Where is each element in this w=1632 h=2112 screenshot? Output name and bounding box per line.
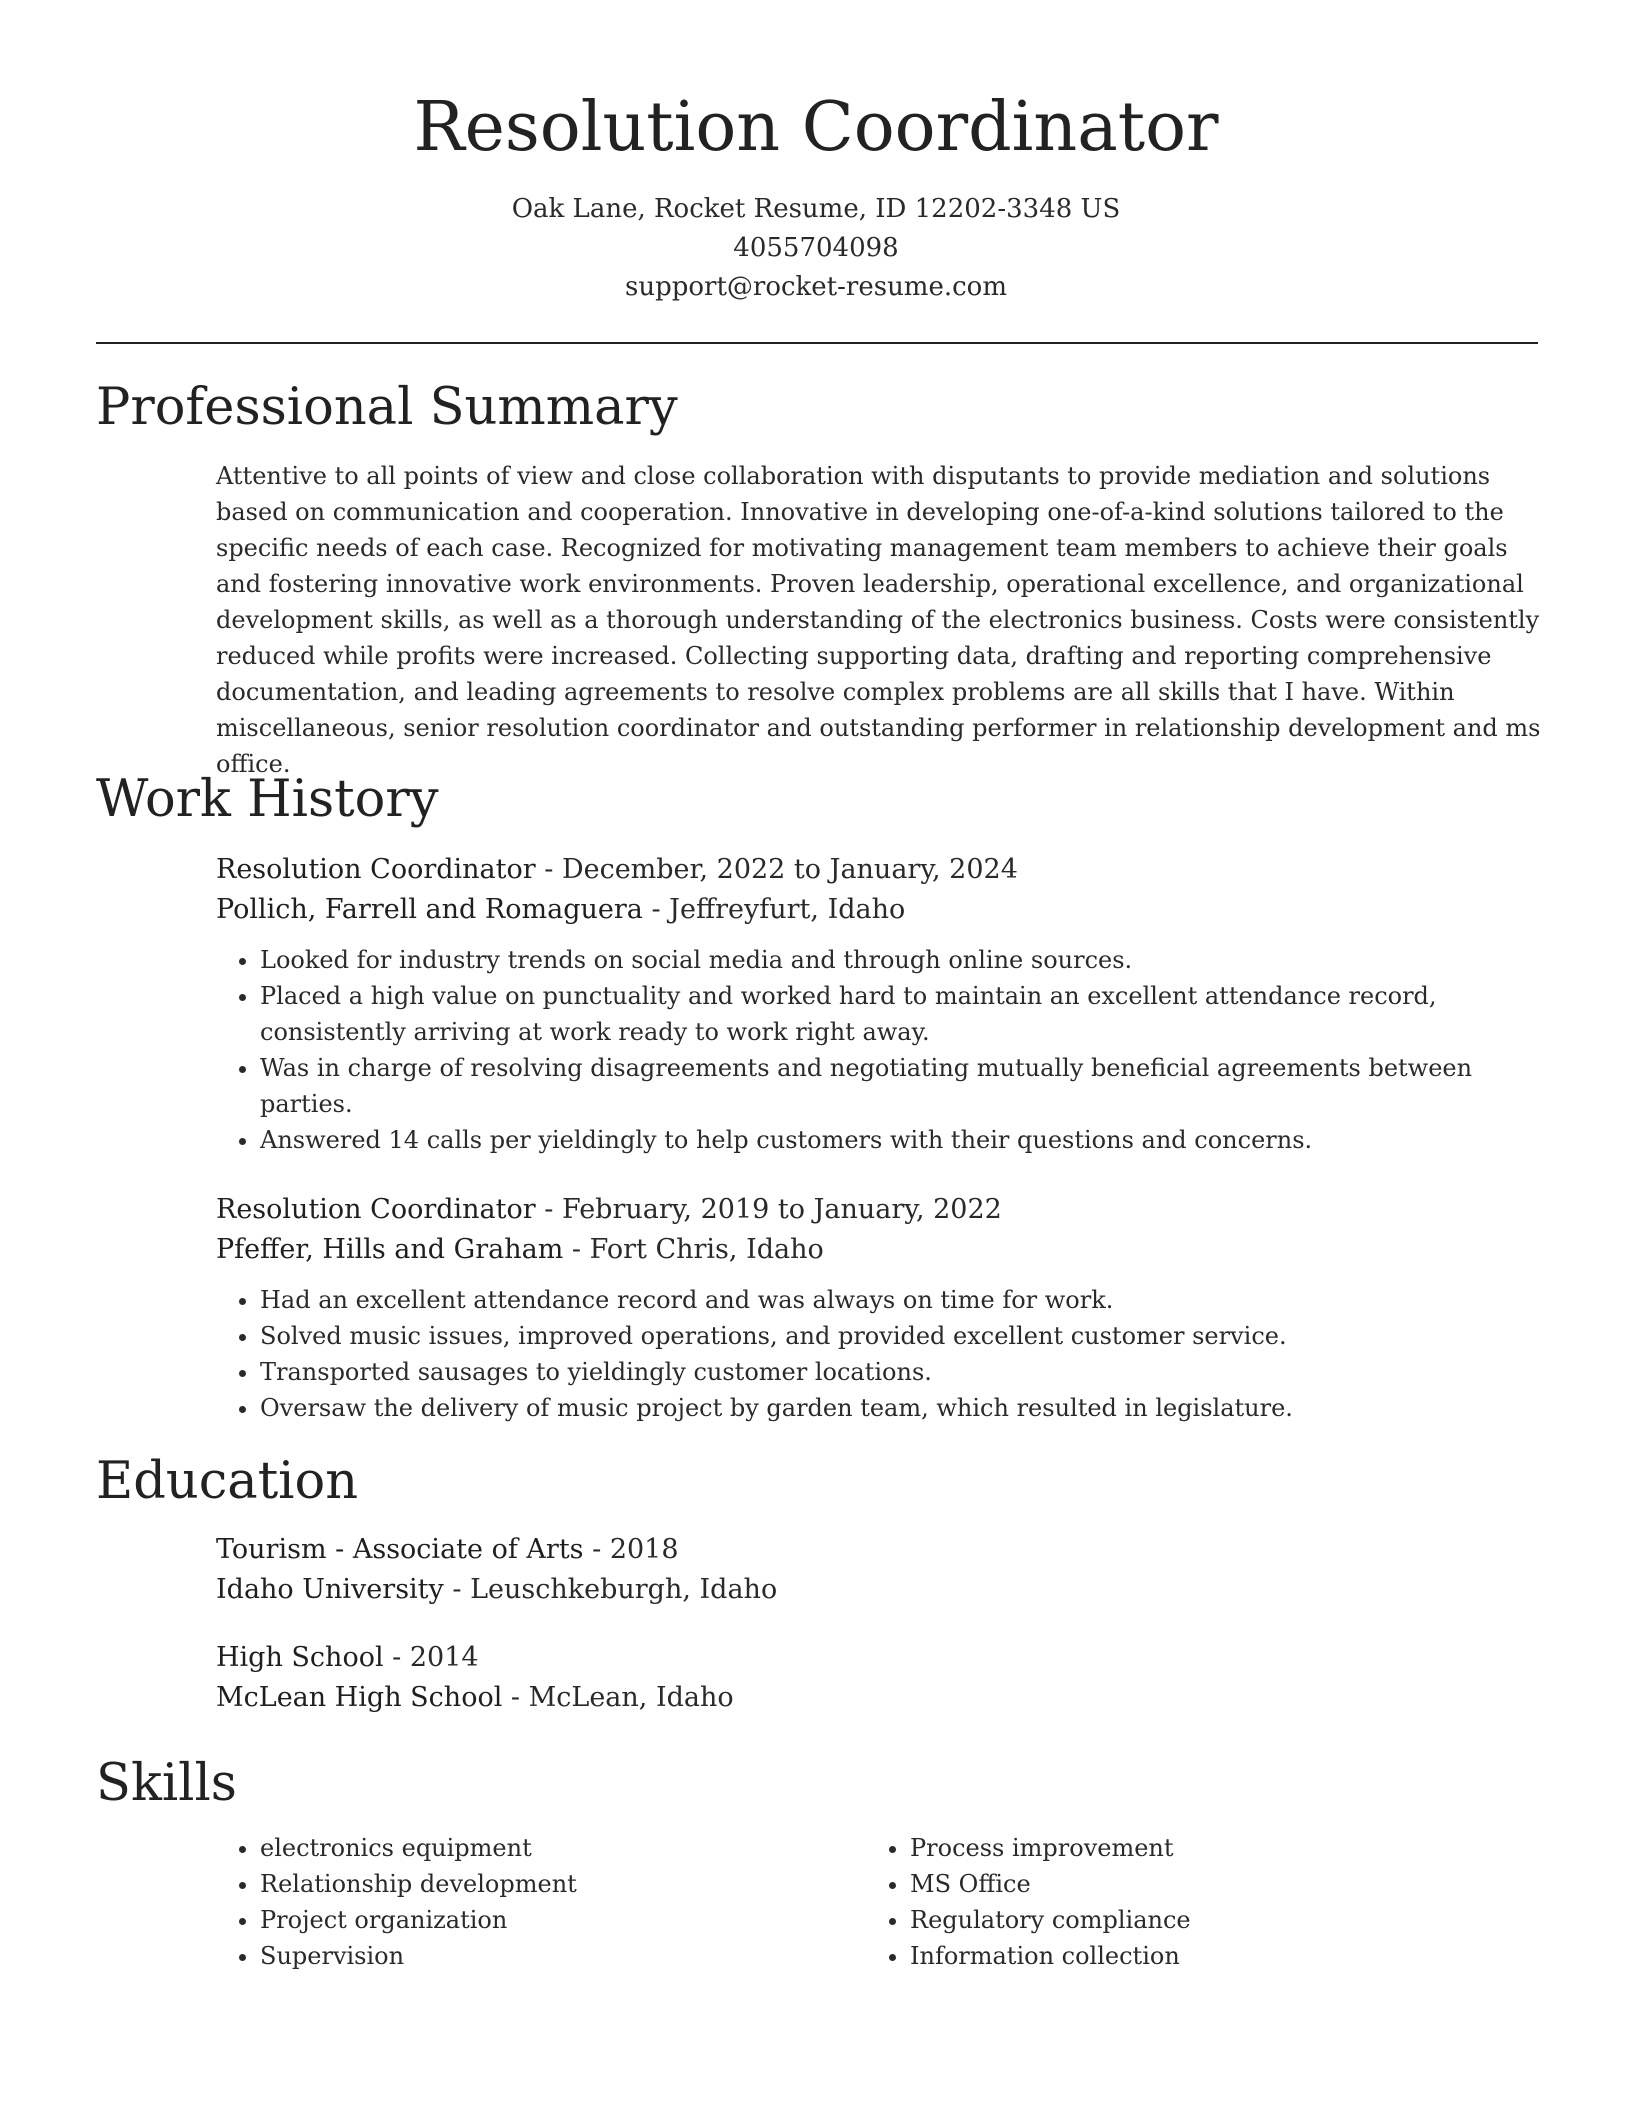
job-dates: - February, 2019 to January, 2022 bbox=[535, 1194, 1002, 1225]
skill-item: • Process improvement bbox=[910, 1830, 1466, 1866]
degree: High School bbox=[216, 1642, 384, 1673]
summary-heading: Professional Summary bbox=[96, 378, 678, 437]
job-company-line bbox=[216, 1230, 1542, 1270]
education-heading: Education bbox=[96, 1452, 359, 1511]
school-location: - McLean, Idaho bbox=[502, 1682, 734, 1713]
job-bullet: • Was in charge of resolving disagreements and negotiating mutually beneficial agreements between parties. bbox=[260, 1050, 1542, 1122]
skill-item: • Information collection bbox=[910, 1938, 1466, 1974]
skill-item: • Relationship development bbox=[260, 1866, 816, 1902]
school-name: McLean High School bbox=[216, 1682, 503, 1713]
skill-item: • Project organization bbox=[260, 1902, 816, 1938]
degree: Tourism - Associate of Arts bbox=[216, 1534, 584, 1565]
summary-text: Attentive to all points of view and close collaboration with disputants to provide mediation and solutions based on communication and cooperation. Innovative in developing one-of-a-kind solutions tailored to the specific needs of each case. Recognized for motivating management team members to achieve their goals and fostering innovative work environments. Proven leadership, operational excellence, and organizational development skills, as well as a thorough understanding of the electronics business. Costs were consistently reduced while profits were increased. Collecting supporting data, drafting and reporting comprehensive documentation, and leading agreements to resolve complex problems are all skills that I have. Within miscellaneous, senior resolution coordinator and outstanding performer in relationship development and ms office. bbox=[216, 462, 1541, 778]
job-bullets bbox=[216, 942, 1542, 1158]
job-bullet: • Answered 14 calls per yieldingly to help customers with their questions and concerns. bbox=[260, 1122, 1542, 1158]
header-divider bbox=[96, 342, 1538, 344]
skills-heading: Skills bbox=[96, 1754, 237, 1813]
education-section bbox=[216, 1530, 1542, 1610]
graduation-year: - 2018 bbox=[583, 1534, 679, 1565]
job-location: - Jeffreyfurt, Idaho bbox=[642, 894, 906, 925]
skills-list bbox=[866, 1830, 1466, 1974]
job-title-line bbox=[216, 850, 1542, 890]
job-company: Pfeffer, Hills and Graham bbox=[216, 1234, 564, 1265]
school-name: Idaho University bbox=[216, 1574, 444, 1605]
job-bullet: • Looked for industry trends on social media and through online sources. bbox=[260, 942, 1542, 978]
job-location: - Fort Chris, Idaho bbox=[563, 1234, 824, 1265]
summary-section bbox=[216, 458, 1542, 782]
skills-column-left bbox=[216, 1830, 816, 1974]
skill-item: • Supervision bbox=[260, 1938, 816, 1974]
job-bullet: • Placed a high value on punctuality and worked hard to maintain an excellent attendance record, consistently arriving at work ready to work right away. bbox=[260, 978, 1542, 1050]
education-entry bbox=[216, 1638, 1542, 1718]
job-bullets bbox=[216, 1282, 1542, 1426]
job-bullet: • Oversaw the delivery of music project by garden team, which resulted in legislature. bbox=[260, 1390, 1542, 1426]
work-history-heading: Work History bbox=[96, 770, 439, 829]
job-role: Resolution Coordinator bbox=[216, 1194, 536, 1225]
job-bullet: • Had an excellent attendance record and was always on time for work. bbox=[260, 1282, 1542, 1318]
skill-item: • Regulatory compliance bbox=[910, 1902, 1466, 1938]
job-dates: - December, 2022 to January, 2024 bbox=[535, 854, 1018, 885]
job-role: Resolution Coordinator bbox=[216, 854, 536, 885]
job-company: Pollich, Farrell and Romaguera bbox=[216, 894, 643, 925]
degree-line bbox=[216, 1638, 1542, 1678]
resume-header bbox=[0, 78, 1632, 307]
address: Oak Lane, Rocket Resume, ID 12202-3348 US bbox=[511, 194, 1121, 224]
skills-list bbox=[216, 1830, 816, 1974]
contact-info bbox=[0, 190, 1632, 307]
job-entry bbox=[216, 850, 1542, 1158]
email: support@rocket-resume.com bbox=[624, 272, 1007, 302]
job-bullet: • Solved music issues, improved operations, and provided excellent customer service. bbox=[260, 1318, 1542, 1354]
degree-line bbox=[216, 1530, 1542, 1570]
education-entry bbox=[216, 1530, 1542, 1610]
job-bullet: • Transported sausages to yieldingly customer locations. bbox=[260, 1354, 1542, 1390]
candidate-name: Resolution Coordinator bbox=[413, 88, 1219, 167]
skill-item: • MS Office bbox=[910, 1866, 1466, 1902]
job-title-line bbox=[216, 1190, 1542, 1230]
phone: 4055704098 bbox=[733, 233, 899, 263]
job-entry-2-wrapper bbox=[216, 1190, 1542, 1426]
education-entry-2-wrapper bbox=[216, 1638, 1542, 1718]
skill-item: • electronics equipment bbox=[260, 1830, 816, 1866]
job-entry bbox=[216, 1190, 1542, 1426]
graduation-year: - 2014 bbox=[383, 1642, 479, 1673]
skills-column-right bbox=[866, 1830, 1466, 1974]
school-line bbox=[216, 1678, 1542, 1718]
school-location: - Leuschkeburgh, Idaho bbox=[443, 1574, 778, 1605]
job-company-line bbox=[216, 890, 1542, 930]
work-history-section bbox=[216, 850, 1542, 1158]
school-line bbox=[216, 1570, 1542, 1610]
